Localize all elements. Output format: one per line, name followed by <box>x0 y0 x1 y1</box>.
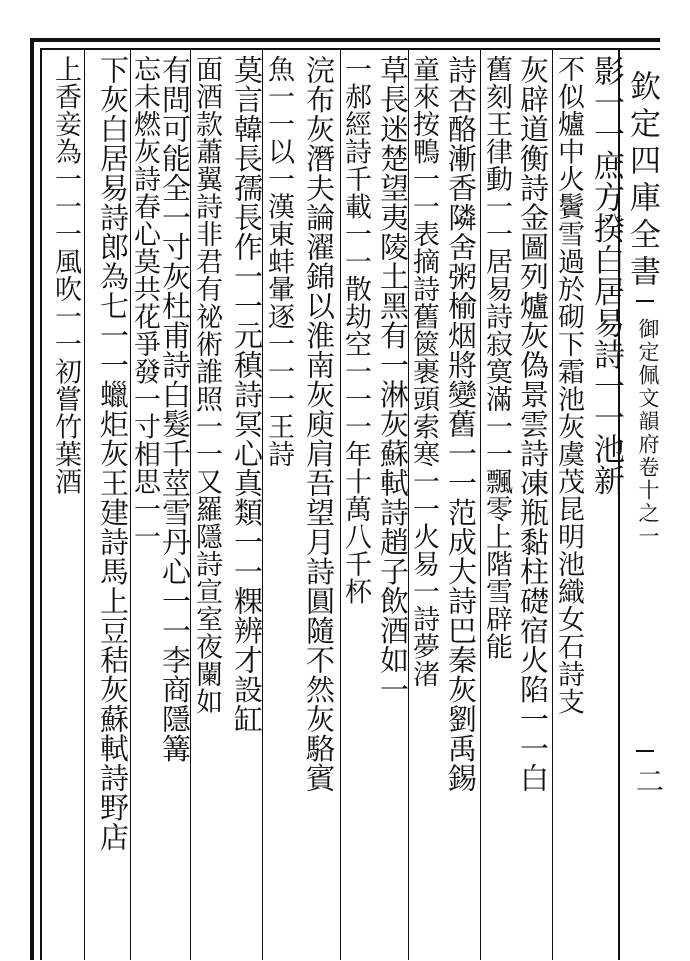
left-border <box>30 38 34 960</box>
text-column: 不似爐中火鬢雪過於砌下霜池灰虞茂昆明池織女石詩支 <box>553 55 584 715</box>
top-border <box>30 38 660 42</box>
text-column: 上香妾為一一一風吹一一初嘗竹葉酒 <box>50 55 81 495</box>
text-column: 草長迷楚望夷陵土黑有一淋灰蘇軾詩趙子飲酒如一 <box>376 55 410 704</box>
leaf-number: 二 <box>636 765 665 798</box>
fish-tail-mark <box>636 300 654 320</box>
text-column: 舊刻王律動一一居易詩寂寞滿一一飄零上階雪辟能 <box>481 55 512 660</box>
text-column: 一郝經詩千載一一散劫空一一一年十萬八千杯 <box>340 55 371 605</box>
text-column: 忘未燃灰詩春心莫共花爭發一寸相思一一 <box>129 55 160 550</box>
left-border-inner <box>40 48 42 960</box>
column-rule <box>84 50 85 960</box>
leaf-divider <box>636 750 654 752</box>
book-title: 欽定四庫全書 <box>624 70 660 292</box>
text-column: 莫言韓長孺長作一一元稹詩冥心真類一一粿辨才設缸 <box>230 55 264 734</box>
text-column: 魚一一以一漢東蚌暈逐一一一王詩 <box>263 55 294 468</box>
section-subtitle: 御定佩文韻府卷十之一 <box>636 318 660 548</box>
text-column: 灰辟道衡詩金圖列爐灰偽景雲詩凍瓶黏柱礎宿火陷一一白 <box>516 55 550 793</box>
text-column: 浣布灰潛夫論濯錦以淮南灰庾肩吾望月詩圓隨不然灰駱賓 <box>302 55 336 793</box>
text-column: 童來按鴨一一表摘詩舊篋裹頭索寒一一火易一詩夢渚 <box>408 55 439 688</box>
text-column: 有問可能全一寸灰杜甫詩白髮千莖雪丹心一一李商隱篝 <box>158 55 192 763</box>
top-border-inner <box>40 48 660 50</box>
text-column: 詩杏酪漸香隣舍粥榆烟將變舊一一范成大詩巴秦灰劉禹錫 <box>444 55 478 793</box>
text-column: 下灰白居易詩郎為七一一蠟炬灰王建詩馬上豆秸灰蘇軾詩野店 <box>96 55 130 852</box>
text-column: 面酒款蕭翼詩非君有祕術誰照一一又羅隱詩宣室夜闌如 <box>191 55 222 715</box>
text-column: 影一一庶方揆白居易詩一一池新 <box>588 55 624 496</box>
